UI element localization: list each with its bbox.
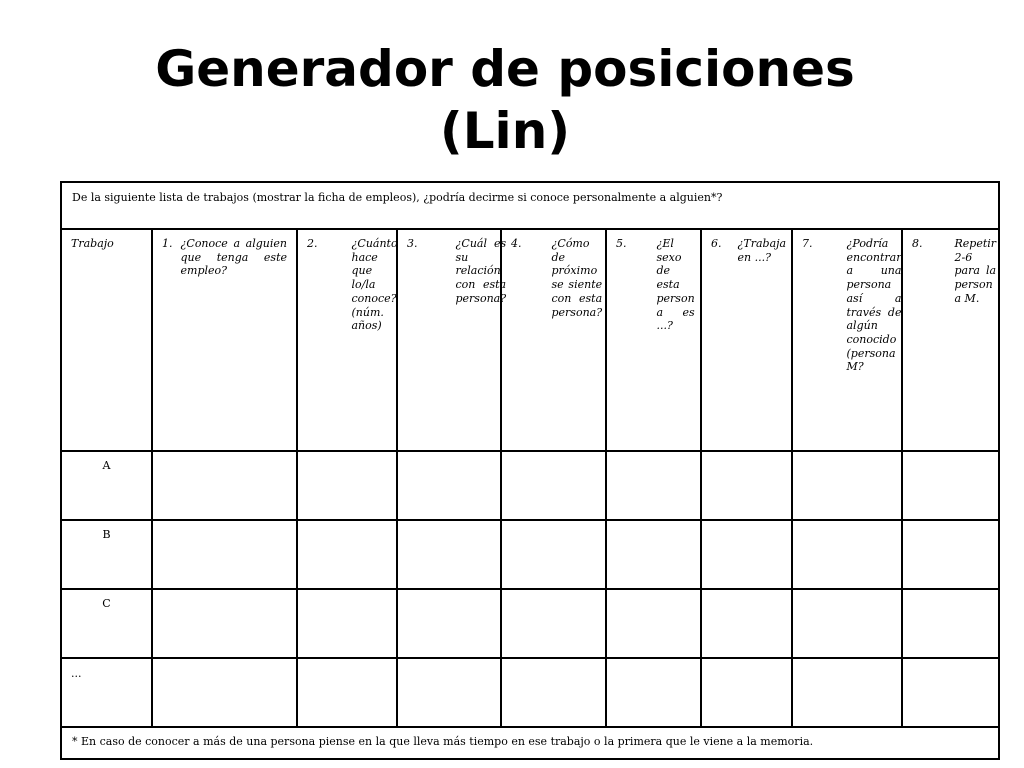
question-5-text: ¿El sexo de esta person a es ...? <box>656 237 695 333</box>
title-line-2: (Lin) <box>439 102 571 160</box>
answer-cell[interactable] <box>902 589 999 658</box>
answer-cell[interactable] <box>501 451 606 520</box>
row-label-b: B <box>102 528 111 541</box>
answer-cell[interactable] <box>397 658 501 727</box>
table-row-more <box>61 658 999 727</box>
answer-cell[interactable] <box>902 451 999 520</box>
table-row-b <box>61 520 999 589</box>
question-6-text: ¿Trabaja en ...? <box>737 237 787 264</box>
question-5-number: 5. <box>616 237 627 250</box>
answer-cell[interactable] <box>152 658 297 727</box>
question-6-cell <box>701 229 792 451</box>
answer-cell[interactable] <box>701 451 792 520</box>
answer-cell[interactable] <box>902 520 999 589</box>
answer-cell[interactable] <box>152 520 297 589</box>
answer-cell[interactable] <box>501 589 606 658</box>
answer-cell[interactable] <box>701 520 792 589</box>
answer-cell[interactable] <box>701 589 792 658</box>
row-label-more: ... <box>71 667 82 680</box>
footnote-cell <box>61 727 999 759</box>
question-7-number: 7. <box>802 237 813 250</box>
intro-cell <box>61 182 999 229</box>
answer-cell[interactable] <box>501 658 606 727</box>
page-title <box>0 38 1010 162</box>
question-6-number: 6. <box>711 237 722 250</box>
question-2-cell <box>297 229 397 451</box>
answer-cell[interactable] <box>792 520 902 589</box>
question-7-text: ¿Podría encontrar a una persona así a través de algún conocido (persona M? <box>846 237 902 374</box>
answer-cell[interactable] <box>501 520 606 589</box>
question-1-text: ¿Conoce a alguien que tenga este empleo? <box>180 237 287 278</box>
question-1-cell <box>152 229 297 451</box>
question-8-cell <box>902 229 999 451</box>
answer-cell[interactable] <box>297 658 397 727</box>
answer-cell[interactable] <box>297 451 397 520</box>
question-2-number: 2. <box>307 237 318 250</box>
table-row-a <box>61 451 999 520</box>
question-3-cell <box>397 229 507 451</box>
row-label-cell <box>61 451 152 520</box>
question-1-number: 1. <box>162 237 173 250</box>
row-label-c: C <box>102 597 111 610</box>
row-label-cell <box>61 520 152 589</box>
question-8-text: Repetir 2-6 para la person a M. <box>954 237 997 305</box>
question-5-cell <box>606 229 701 451</box>
answer-cell[interactable] <box>152 589 297 658</box>
row-label-cell <box>61 658 152 727</box>
answer-cell[interactable] <box>397 520 501 589</box>
question-3-number: 3. <box>407 237 418 250</box>
question-7-cell <box>792 229 902 451</box>
job-header: Trabajo <box>71 237 114 250</box>
answer-cell[interactable] <box>297 589 397 658</box>
answer-cell[interactable] <box>792 589 902 658</box>
row-label-a: A <box>102 459 111 472</box>
question-4-text: ¿Cómo de próximo se siente con esta persona? <box>551 237 603 319</box>
question-2-text: ¿Cuánto hace que lo/la conoce? (núm. años) <box>351 237 398 333</box>
question-4-cell <box>501 229 606 451</box>
job-header-cell <box>61 229 152 451</box>
answer-cell[interactable] <box>606 658 701 727</box>
header-row <box>61 229 999 451</box>
footnote-text: * En caso de conocer a más de una persona piense en la que lleva más tiempo en ese trabajo o la primera que le viene a la memoria. <box>72 735 814 748</box>
answer-cell[interactable] <box>792 658 902 727</box>
question-3-text: ¿Cuál es su relación con esta persona? <box>455 237 507 305</box>
answer-cell[interactable] <box>297 520 397 589</box>
row-label-cell <box>61 589 152 658</box>
answer-cell[interactable] <box>902 658 999 727</box>
title-line-1: Generador de posiciones <box>155 40 855 98</box>
question-4-number: 4. <box>511 237 522 250</box>
table-row-c <box>61 589 999 658</box>
answer-cell[interactable] <box>792 451 902 520</box>
answer-cell[interactable] <box>397 451 501 520</box>
answer-cell[interactable] <box>397 589 501 658</box>
answer-cell[interactable] <box>606 520 701 589</box>
answer-cell[interactable] <box>152 451 297 520</box>
question-8-number: 8. <box>912 237 923 250</box>
intro-text: De la siguiente lista de trabajos (mostrar la ficha de empleos), ¿podría decirme si conoce personalmente a alguien*? <box>72 191 723 204</box>
answer-cell[interactable] <box>606 589 701 658</box>
position-generator-table <box>60 181 1000 760</box>
answer-cell[interactable] <box>701 658 792 727</box>
answer-cell[interactable] <box>606 451 701 520</box>
